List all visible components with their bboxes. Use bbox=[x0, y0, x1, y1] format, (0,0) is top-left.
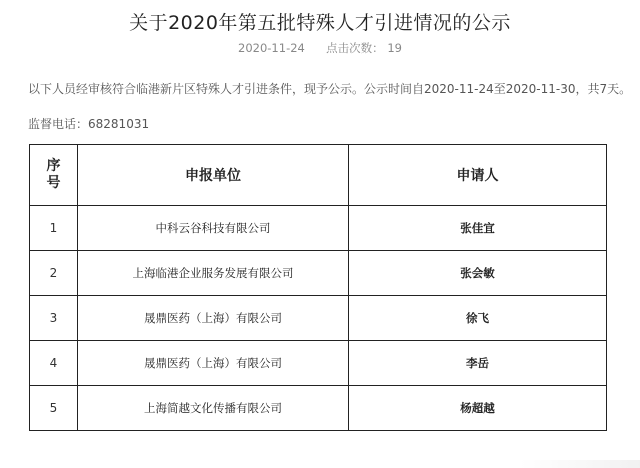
row-number: 5 bbox=[30, 386, 78, 431]
phone-label: 监督电话： bbox=[28, 117, 89, 131]
views-label: 点击次数： bbox=[326, 41, 384, 55]
header-number-line2: 号 bbox=[46, 175, 61, 191]
table-row bbox=[30, 206, 607, 251]
row-applicant: 杨超越 bbox=[349, 386, 607, 431]
row-applicant: 张佳宜 bbox=[349, 206, 607, 251]
row-number: 2 bbox=[30, 251, 78, 296]
row-unit: 晟鼎医药（上海）有限公司 bbox=[78, 341, 349, 386]
row-applicant: 张会敏 bbox=[349, 251, 607, 296]
row-number: 4 bbox=[30, 341, 78, 386]
header-number-line1: 序 bbox=[46, 158, 61, 174]
row-applicant: 李岳 bbox=[349, 341, 607, 386]
row-applicant: 徐飞 bbox=[349, 296, 607, 341]
article-meta bbox=[0, 40, 640, 56]
supervision-phone bbox=[28, 115, 149, 132]
header-unit: 申报单位 bbox=[78, 145, 349, 206]
row-unit: 中科云谷科技有限公司 bbox=[78, 206, 349, 251]
header-applicant: 申请人 bbox=[349, 145, 607, 206]
row-unit: 晟鼎医药（上海）有限公司 bbox=[78, 296, 349, 341]
talent-table bbox=[29, 144, 607, 431]
table-row bbox=[30, 251, 607, 296]
page-title: 关于2020年第五批特殊人才引进情况的公示 bbox=[129, 12, 511, 34]
row-unit: 上海简越文化传播有限公司 bbox=[78, 386, 349, 431]
row-number: 3 bbox=[30, 296, 78, 341]
header-number bbox=[30, 145, 78, 206]
notice-text: 以下人员经审核符合临港新片区特殊人才引进条件，现予公示。公示时间自2020-11-24至2020-11-30，共7天。 bbox=[28, 82, 632, 96]
phone-number: 68281031 bbox=[88, 117, 150, 131]
views-count: 19 bbox=[387, 41, 402, 55]
row-number: 1 bbox=[30, 206, 78, 251]
page-edge-shadow bbox=[520, 460, 640, 468]
table-header-row bbox=[30, 145, 607, 206]
table-row bbox=[30, 341, 607, 386]
row-unit: 上海临港企业服务发展有限公司 bbox=[78, 251, 349, 296]
table-row bbox=[30, 296, 607, 341]
table-row bbox=[30, 386, 607, 431]
publish-date: 2020-11-24 bbox=[238, 41, 305, 55]
